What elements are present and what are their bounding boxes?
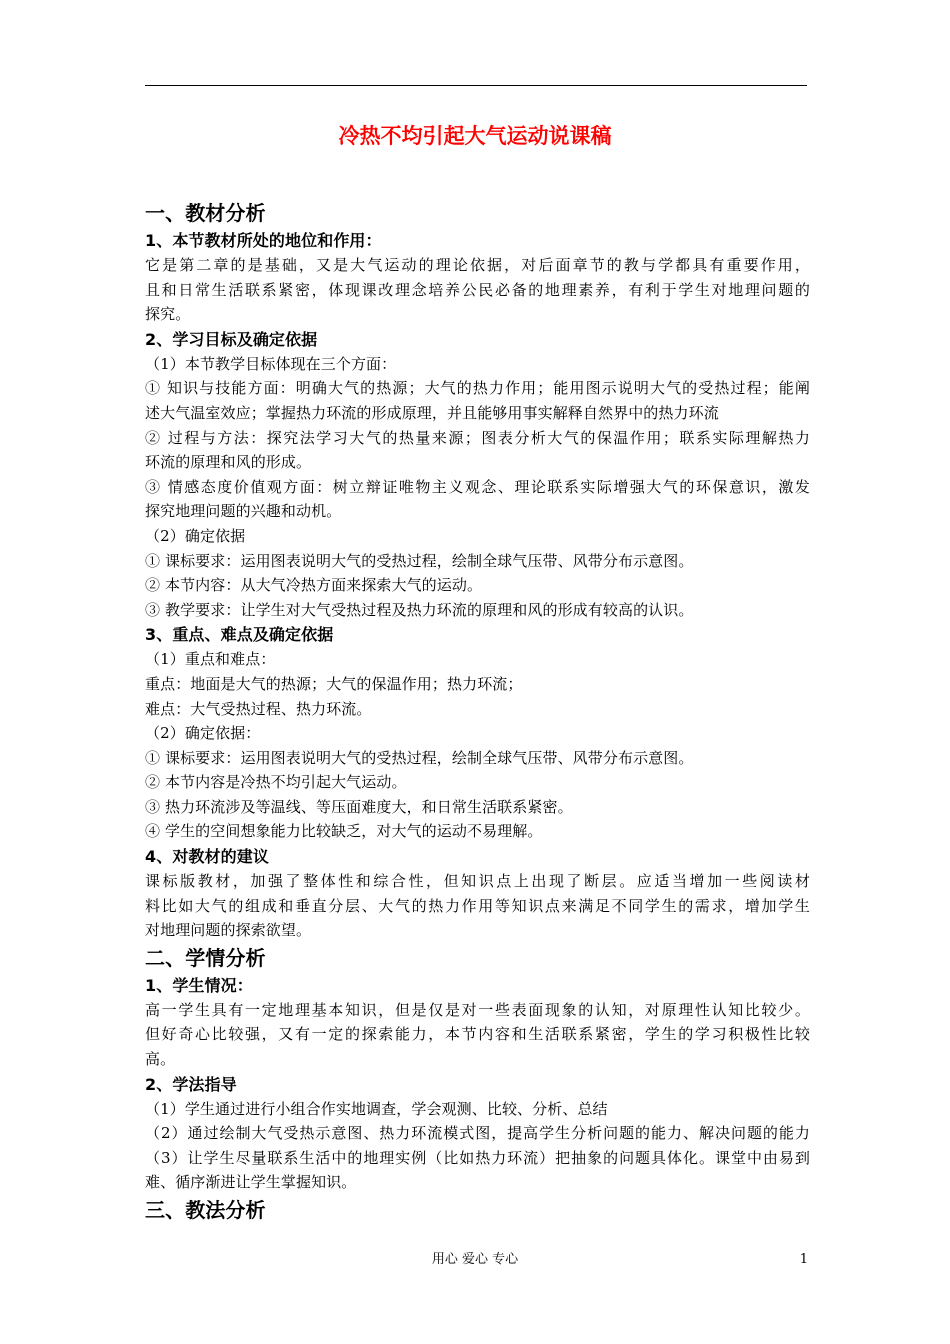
- body-line: 述大气温室效应；掌握热力环流的形成原理，并且能够用事实解释自然界中的热力环流: [145, 403, 719, 422]
- subsection-heading: 2、学习目标及确定依据: [145, 329, 318, 349]
- body-line: 课标版教材，加强了整体性和综合性，但知识点上出现了断层。应适当增加一些阅读材: [145, 872, 810, 891]
- section-heading: 一、教材分析: [145, 201, 266, 225]
- body-line: ② 过程与方法：探究法学习大气的热量来源；图表分析大气的保温作用；联系实际理解热力: [145, 428, 810, 447]
- section-heading: 二、学情分析: [145, 945, 266, 970]
- body-line: 难、循序渐进让学生掌握知识。: [145, 1173, 357, 1192]
- body-line: 对地理问题的探索欲望。: [145, 921, 312, 940]
- document-title: 冷热不均引起大气运动说课稿: [338, 124, 612, 148]
- document-body: [145, 198, 810, 1225]
- body-line: ③ 热力环流涉及等温线、等压面难度大，和日常生活联系紧密。: [145, 797, 573, 816]
- body-line: ① 知识与技能方面：明确大气的热源；大气的热力作用；能用图示说明大气的受热过程；能阐: [145, 379, 810, 398]
- footer-motto: 用心 爱心 专心: [431, 1252, 519, 1267]
- body-line: 高。: [145, 1050, 176, 1069]
- body-line: 料比如大气的组成和垂直分层、大气的热力作用等知识点来满足不同学生的需求，增加学生: [145, 896, 810, 915]
- body-line: 探究地理问题的兴趣和动机。: [145, 502, 342, 521]
- body-line: ② 本节内容是冷热不均引起大气运动。: [145, 773, 407, 792]
- body-line: ③ 教学要求：让学生对大气受热过程及热力环流的原理和风的形成有较高的认识。: [145, 600, 694, 619]
- subsection-heading: 3、重点、难点及确定依据: [145, 625, 334, 645]
- body-line: ② 本节内容：从大气冷热方面来探索大气的运动。: [145, 576, 483, 595]
- body-line: 难点：大气受热过程、热力环流。: [145, 699, 372, 718]
- body-line: （2）确定依据: [145, 526, 246, 545]
- body-line: 探究。: [145, 305, 191, 324]
- page-number: 1: [799, 1252, 808, 1267]
- subsection-heading: 1、本节教材所处的地位和作用：: [145, 231, 382, 250]
- body-line: （3）让学生尽量联系生活中的地理实例（比如热力环流）把抽象的问题具体化。课堂中由易到: [145, 1148, 810, 1167]
- body-line: 环流的原理和风的形成。: [145, 453, 312, 472]
- body-line: ④ 学生的空间想象能力比较缺乏，对大气的运动不易理解。: [145, 822, 543, 841]
- subsection-heading: 4、对教材的建议: [145, 847, 269, 867]
- body-line: （2）通过绘制大气受热示意图、热力环流模式图，提高学生分析问题的能力、解决问题的能力: [145, 1124, 810, 1143]
- body-line: 但好奇心比较强，又有一定的探索能力，本节内容和生活联系紧密，学生的学习积极性比较: [145, 1025, 810, 1044]
- body-line: 它是第二章的是基础，又是大气运动的理论依据，对后面章节的教与学都具有重要作用，: [145, 256, 810, 274]
- body-line: 且和日常生活联系紧密，体现课改理念培养公民必备的地理素养，有利于学生对地理问题的: [145, 280, 810, 299]
- body-line: （1）本节教学目标体现在三个方面：: [145, 354, 397, 373]
- section-heading: 三、教法分析: [145, 1198, 266, 1222]
- subsection-heading: 2、学法指导: [145, 1074, 237, 1094]
- body-line: ① 课标要求：运用图表说明大气的受热过程，绘制全球气压带、风带分布示意图。: [145, 748, 694, 767]
- body-line: 高一学生具有一定地理基本知识，但是仅是对一些表面现象的认知，对原理性认知比较少。: [145, 1000, 810, 1019]
- subsection-heading: 1、学生情况：: [145, 975, 253, 995]
- body-line: 重点：地面是大气的热源；大气的保温作用；热力环流；: [145, 674, 523, 693]
- body-line: ① 课标要求：运用图表说明大气的受热过程，绘制全球气压带、风带分布示意图。: [145, 551, 694, 570]
- body-line: （1）学生通过进行小组合作实地调查，学会观测、比较、分析、总结: [145, 1099, 608, 1118]
- body-line: ③ 情感态度价值观方面：树立辩证唯物主义观念、理论联系实际增强大气的环保意识，激发: [145, 477, 810, 496]
- header-rule: [145, 85, 807, 86]
- body-line: （2）确定依据：: [145, 724, 261, 743]
- body-line: （1）重点和难点：: [145, 650, 276, 669]
